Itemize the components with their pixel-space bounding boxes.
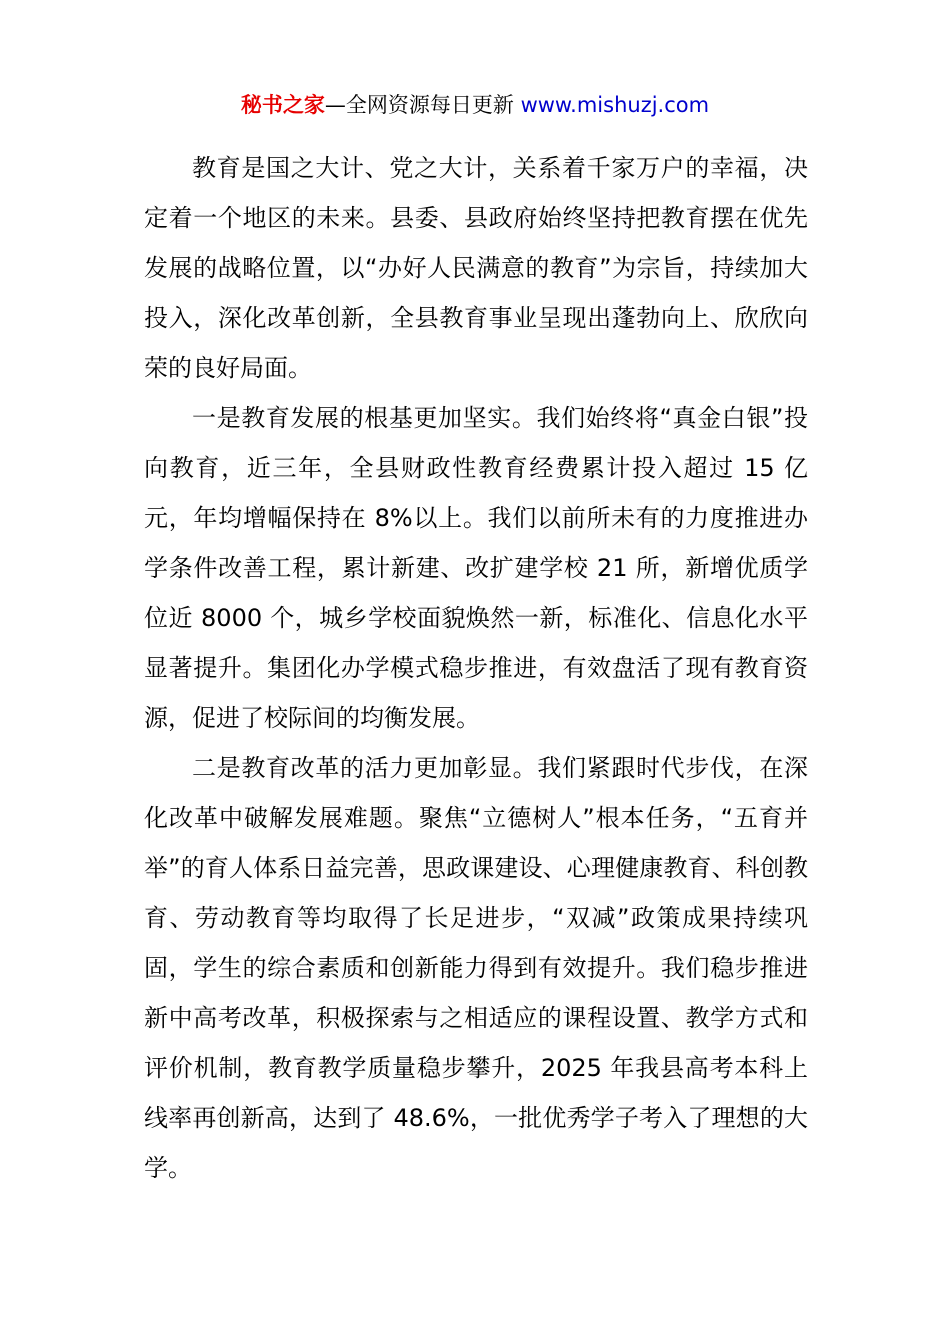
brand-name: 秘书之家 <box>240 93 325 117</box>
paragraph-intro: 教育是国之大计、党之大计，关系着千家万户的幸福，决定着一个地区的未来。县委、县政府始终坚持把教育摆在优先发展的战略位置，以“办好人民满意的教育”为宗旨，持续加大投入，深化改革创新，全县教育事业呈现出蓬勃向上、欣欣向荣的良好局面。 <box>144 154 808 382</box>
document-body <box>144 143 808 1193</box>
header-tagline: —全网资源每日更新 <box>324 93 521 117</box>
paragraph-foundation: 一是教育发展的根基更加坚实。我们始终将“真金白银”投向教育，近三年，全县财政性教育经费累计投入超过 15 亿元，年均增幅保持在 8%以上。我们以前所未有的力度推进办学条件改善工程，累计新建、改扩建学校 21 所，新增优质学位近 8000 个，城乡学校面貌焕然一新，标准化、信息化水平显著提升。集团化办学模式稳步推进，有效盘活了现有教育资源，促进了校际间的均衡发展。 <box>144 404 808 732</box>
website-link[interactable]: www.mishuzj.com <box>520 93 710 117</box>
paragraph-reform: 二是教育改革的活力更加彰显。我们紧跟时代步伐，在深化改革中破解发展难题。聚焦“立德树人”根本任务，“五育并举”的育人体系日益完善，思政课建设、心理健康教育、科创教育、劳动教育等均取得了长足进步，“双减”政策成果持续巩固，学生的综合素质和创新能力得到有效提升。我们稳步推进新中高考改革，积极探索与之相适应的课程设置、教学方式和评价机制，教育教学质量稳步攀升，2025 年我县高考本科上线率再创新高，达到了 48.6%，一批优秀学子考入了理想的大学。 <box>144 754 808 1182</box>
page-header <box>0 88 950 122</box>
